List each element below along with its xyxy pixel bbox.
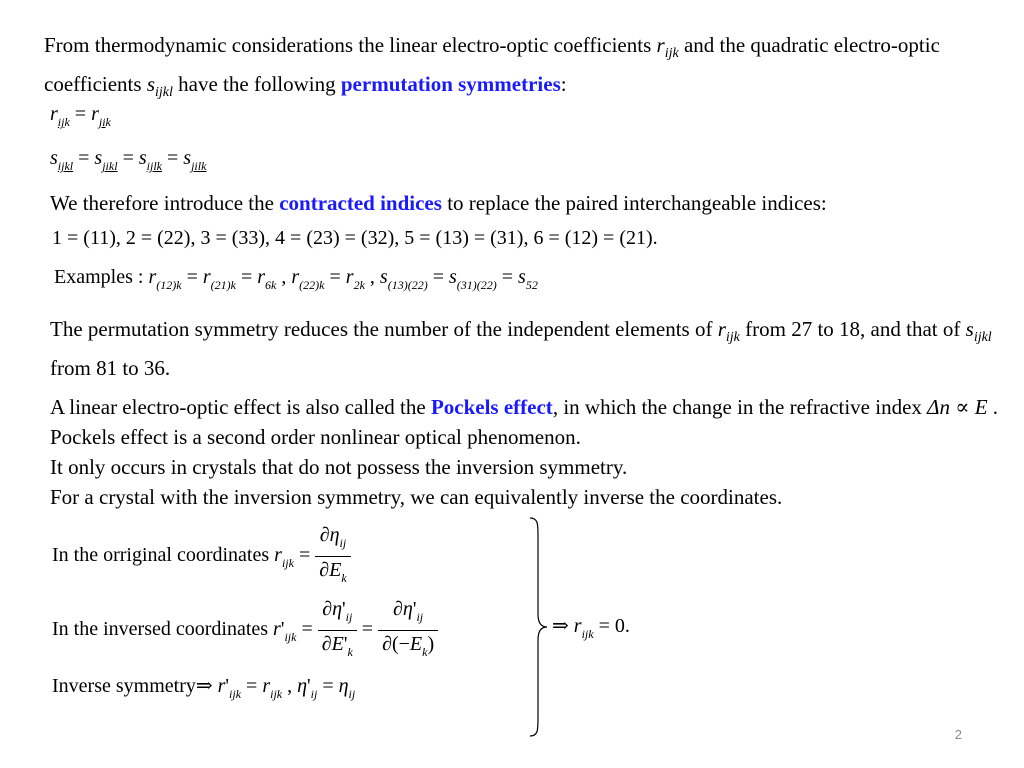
- highlight-permutation-symmetries: permutation symmetries: [340, 72, 561, 97]
- equation-inverse-symmetry: Inverse symmetry⇒ $r'_{ijk} = r_{ijk}$ , $\eta'_{ij} = \eta_{ij}$: [52, 675, 356, 701]
- paragraph-independent-elements: The permutation symmetry reduces the number of the independent elements of $r_{ijk}$ from 27 to 18, and that of $s_{ijkl}$ from 81 to 36.: [50, 317, 992, 381]
- highlight-pockels-effect: Pockels effect: [430, 395, 553, 419]
- paragraph-contracted-indices: We therefore introduce the contracted indices to replace the paired interchangeable indices:: [50, 191, 827, 215]
- equation-r-symmetry: $r_{ijk} = r_{jik}$: [50, 103, 111, 129]
- equation-contraction-map: 1 = (11), 2 = (22), 3 = (33), 4 = (23) = (32), 5 = (13) = (31), 6 = (12) = (21).: [52, 227, 658, 249]
- equation-result: ⇒ $r_{ijk} = 0$.: [552, 615, 630, 641]
- examples-label: Examples :: [54, 266, 149, 288]
- paragraph-permutation-intro: From thermodynamic considerations the linear electro-optic coefficients $r_{ijk}$ and the quadratic electro-optic coefficients $s_{ijkl}$ have the following permutation symmetries:: [44, 33, 940, 101]
- page-number: 2: [954, 727, 962, 742]
- equation-original-coordinates: In the orriginal coordinates $r_{ijk}$ = $\frac{\partial\eta_{ij}}{\partial E_k}$: [52, 522, 351, 591]
- paragraph-pockels: A linear electro-optic effect is also called the Pockels effect, in which the change in the refractive index Δn ∝ E . Pockels effect is a second order nonlinear optical phenomenon. It only occurs in crystals that do not possess the inversion symmetry. For a crystal with the inversion symmetry, we can equivalently inverse the coordinates.: [50, 395, 999, 509]
- curly-brace: [528, 516, 548, 738]
- equation-inversed-coordinates: In the inversed coordinates $r'_{ijk}$ = $\frac{\partial\eta'_{ij}}{\partial E'_k}$ = $\frac{\partial\eta'_{ij}}{\partial(-E_k)}$: [52, 596, 438, 665]
- highlight-contracted-indices: contracted indices: [279, 191, 442, 215]
- examples-line: Examples : $r_{(12)k} = r_{(21)k} = r_{6k}$ , $r_{(22)k} = r_{2k}$ , $s_{(13)(22)} = s_{(31)(22)} = s_{52}$: [54, 266, 538, 292]
- equation-s-symmetry: $s_{ijkl} = s_{jikl} = s_{ijlk} = s_{jilk}$: [50, 147, 207, 173]
